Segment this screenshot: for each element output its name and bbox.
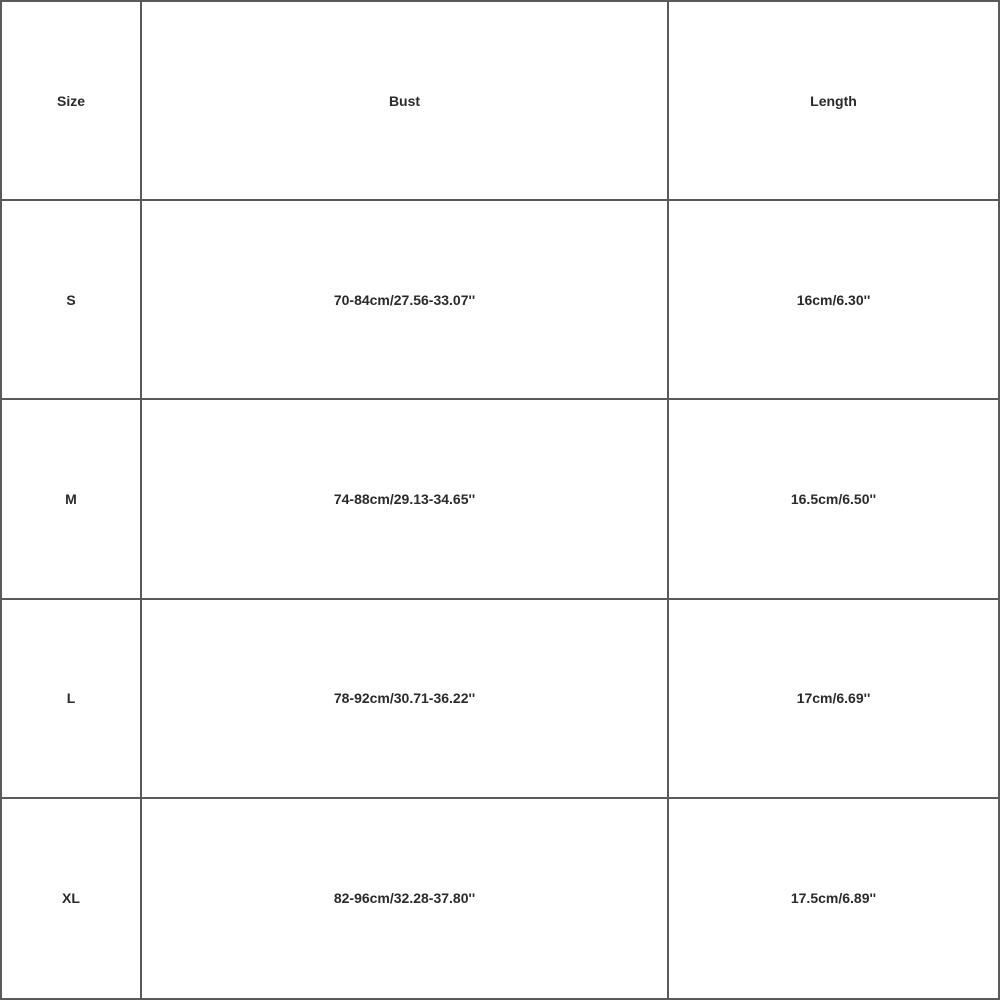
length-cell: 17cm/6.69'' <box>669 600 998 799</box>
size-cell: L <box>2 600 142 799</box>
header-size: Size <box>2 2 142 201</box>
size-cell: S <box>2 201 142 400</box>
bust-cell: 82-96cm/32.28-37.80'' <box>142 799 669 998</box>
length-cell: 16.5cm/6.50'' <box>669 400 998 599</box>
length-cell: 17.5cm/6.89'' <box>790 890 877 907</box>
bust-cell: 78-92cm/30.71-36.22'' <box>142 600 669 799</box>
header-bust: Bust <box>142 2 669 201</box>
bust-cell: 74-88cm/29.13-34.65'' <box>142 400 669 599</box>
header-length: Length <box>669 2 998 201</box>
bust-cell: 70-84cm/27.56-33.07'' <box>142 201 669 400</box>
size-cell: XL <box>2 799 142 998</box>
length-cell: 16cm/6.30'' <box>669 201 998 400</box>
size-cell: M <box>2 400 142 599</box>
